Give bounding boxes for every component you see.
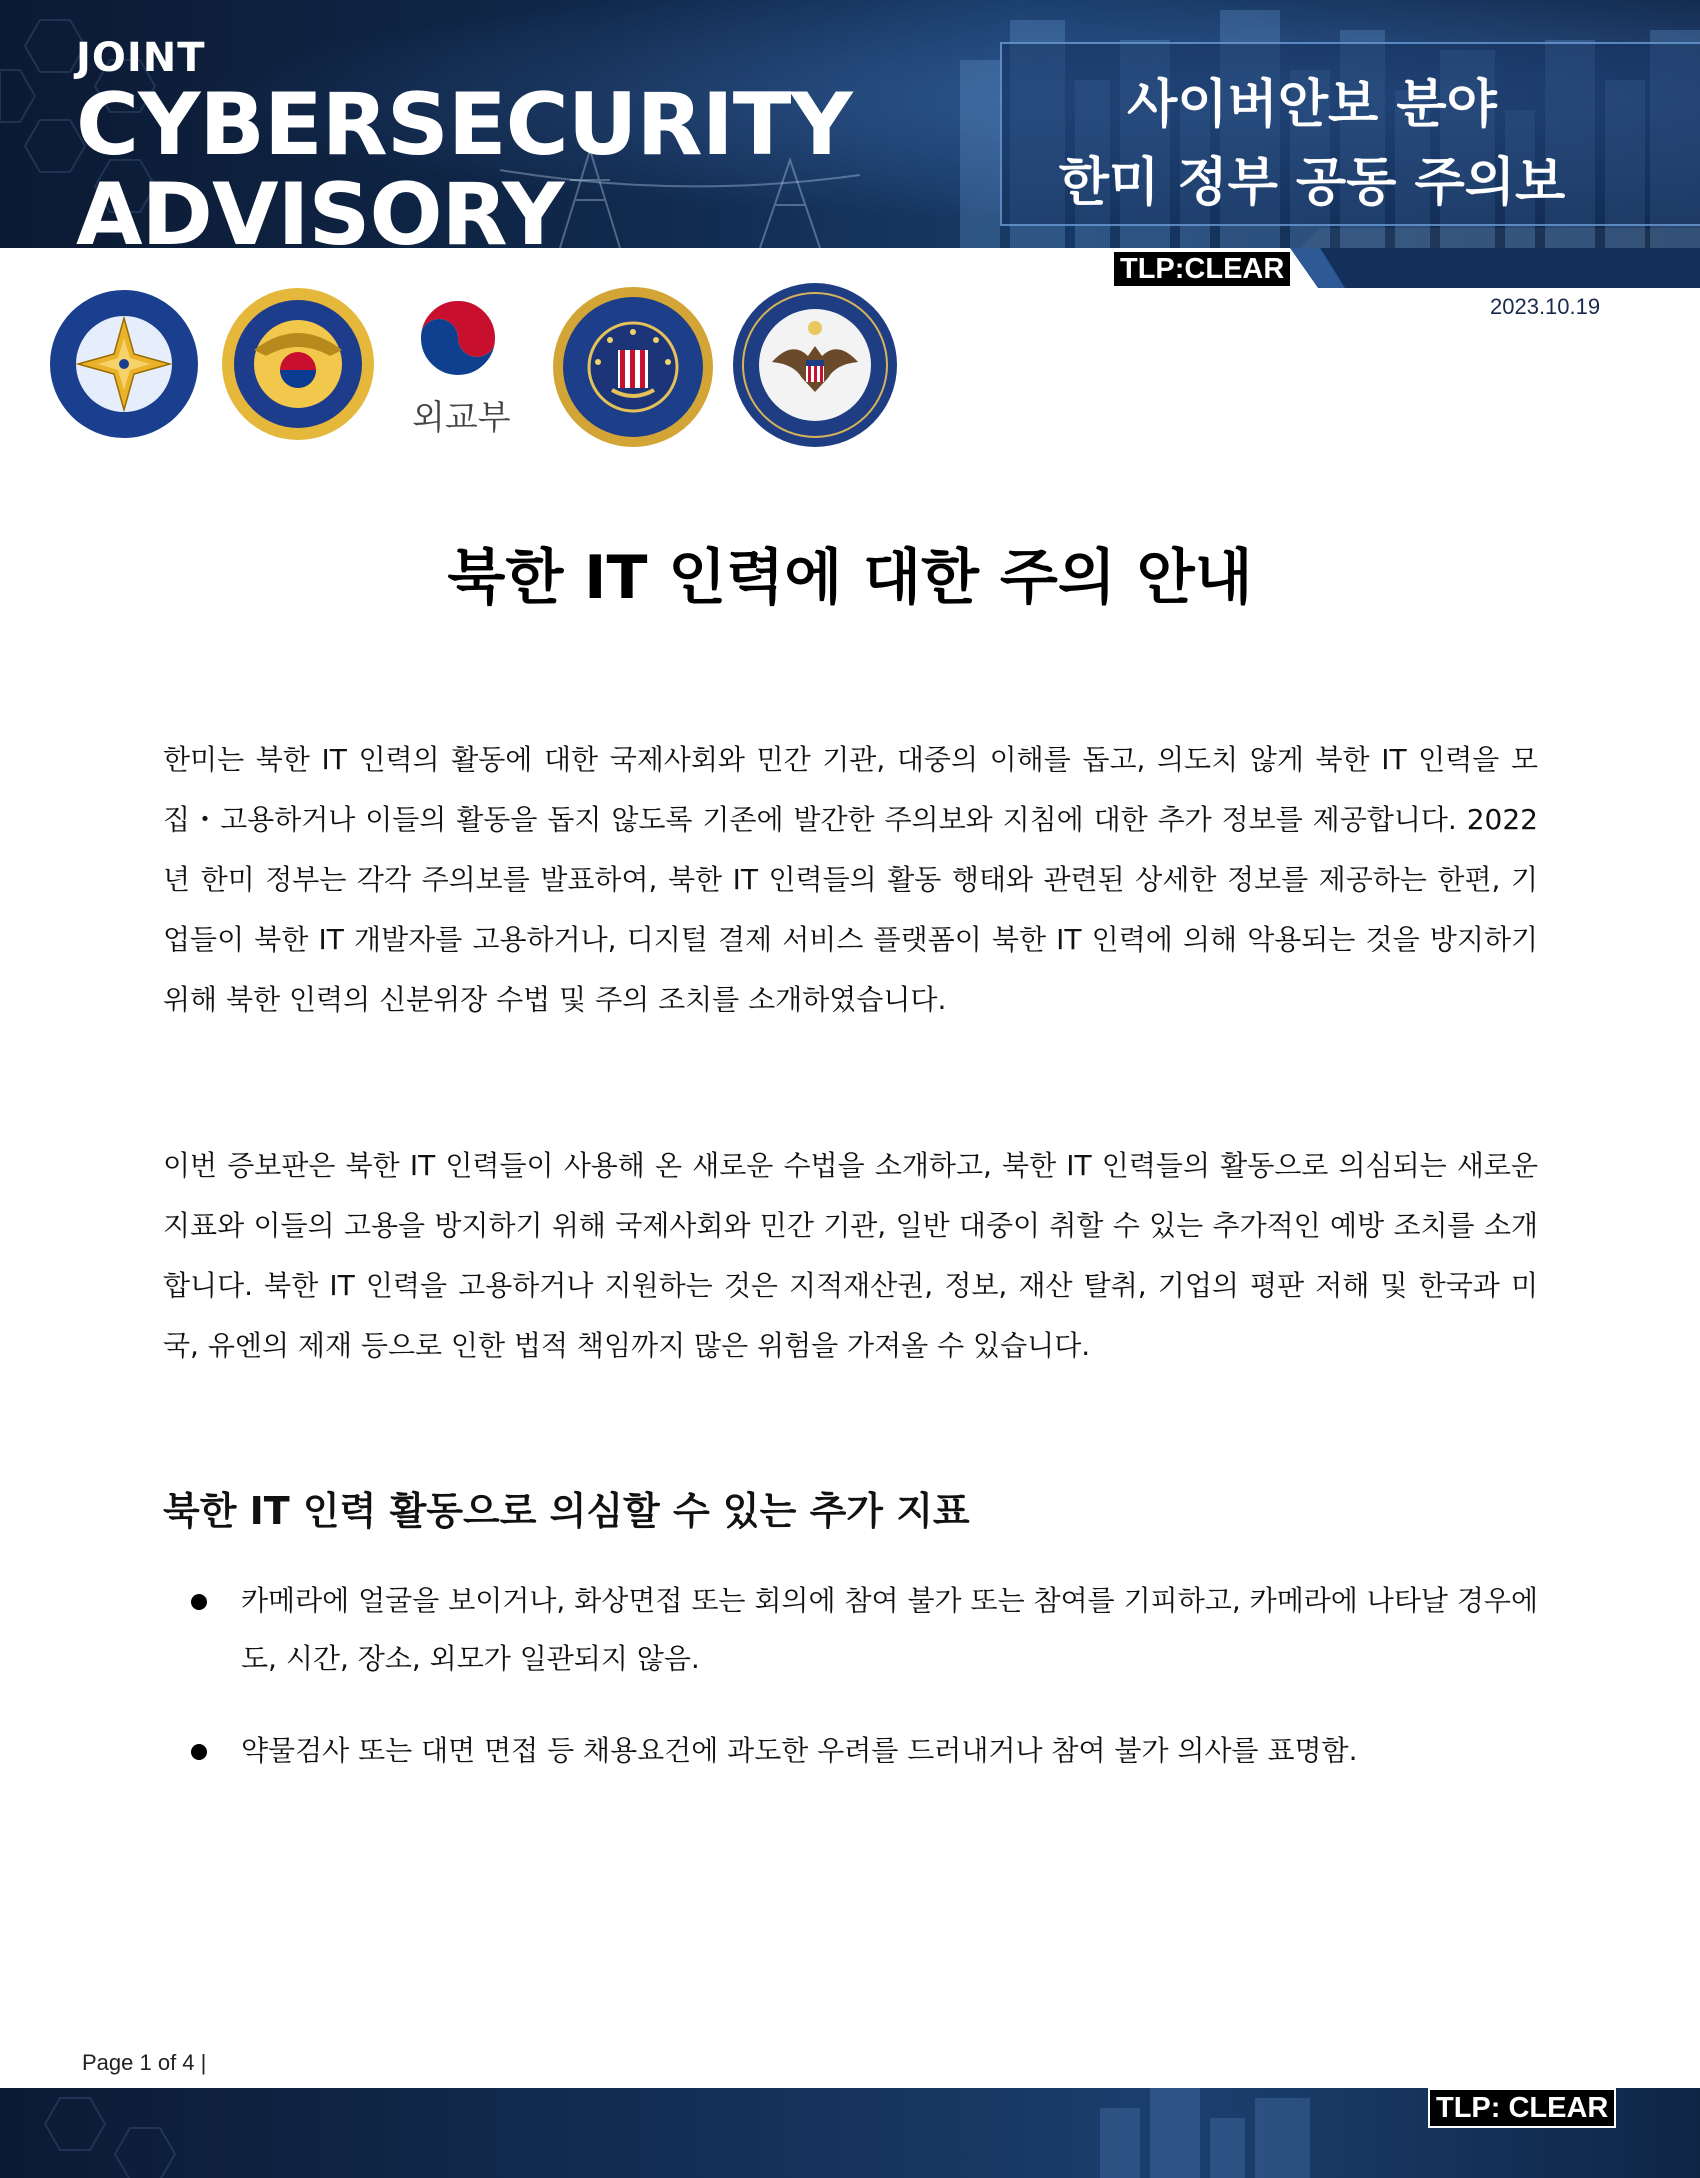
- advisory-text: ADVISORY: [76, 165, 564, 248]
- document-title: 북한 IT 인력에 대한 주의 안내: [447, 543, 1253, 613]
- mofa-taeguk-icon: [410, 290, 506, 386]
- bullet-icon: [191, 1594, 207, 1610]
- header-banner: [0, 0, 1700, 248]
- section-heading: 북한 IT 인력 활동으로 의심할 수 있는 추가 지표: [163, 1489, 970, 1533]
- list-item: [163, 1722, 1538, 1780]
- cybersecurity-text: CYBERSECURITY: [76, 75, 852, 175]
- joint-text: JOINT: [76, 35, 206, 81]
- list-item-text: 카메라에 얼굴을 보이거나, 화상면접 또는 회의에 참여 불가 또는 참여를 기피하고, 카메라에 나타날 경우에도, 시간, 장소, 외모가 일관되지 않음.: [241, 1584, 1538, 1675]
- korean-title-line1: 사이버안보 분야: [1127, 75, 1497, 135]
- korean-title-box: [1000, 42, 1700, 226]
- nis-seal-icon: [48, 288, 200, 440]
- list-item-text: 약물검사 또는 대면 면접 등 채용요건에 과도한 우려를 드러내거나 참여 불가 의사를 표명함.: [241, 1734, 1358, 1767]
- page-number: Page 1 of 4 |: [82, 2050, 207, 2075]
- korean-title-line2: 한미 정부 공동 주의보: [1058, 153, 1566, 213]
- advisory-wordmark: [76, 35, 852, 248]
- bullet-icon: [191, 1744, 207, 1760]
- tlp-label-top: TLP:CLEAR: [1114, 252, 1290, 286]
- indicator-list: [163, 1572, 1538, 1814]
- state-dept-seal-icon: [732, 282, 898, 448]
- list-item: [163, 1572, 1538, 1688]
- knpa-seal-icon: [220, 286, 376, 442]
- tlp-label-bottom: TLP: CLEAR: [1428, 2088, 1616, 2128]
- mofa-label: 외교부: [412, 398, 511, 438]
- publication-date: 2023.10.19: [1490, 294, 1601, 319]
- supplement-paragraph: 이번 증보판은 북한 IT 인력들이 사용해 온 새로운 수법을 소개하고, 북한 IT 인력들의 활동으로 의심되는 새로운 지표와 이들의 고용을 방지하기 위해 국제사회와 민간 기관, 일반 대중이 취할 수 있는 추가적인 예방 조치를 소개합니다. 북한 IT 인력을 고용하거나 지원하는 것은 지적재산권, 정보, 재산 탈취, 기업의 평판 저해 및 한국과 미국, 유엔의 제재 등으로 인한 법적 책임까지 많은 위험을 가져올 수 있습니다.: [163, 1149, 1538, 1362]
- intro-paragraph: 한미는 북한 IT 인력의 활동에 대한 국제사회와 민간 기관, 대중의 이해를 돕고, 의도치 않게 북한 IT 인력을 모집・고용하거나 이들의 활동을 돕지 않도록 기존에 발간한 주의보와 지침에 대한 추가 정보를 제공합니다. 2022 년 한미 정부는 각각 주의보를 발표하여, 북한 IT 인력들의 활동 행태와 관련된 상세한 정보를 제공하는 한편, 기업들이 북한 IT 개발자를 고용하거나, 디지털 결제 서비스 플랫폼이 북한 IT 인력에 의해 악용되는 것을 방지하기 위해 북한 인력의 신분위장 수법 및 주의 조치를 소개하였습니다.: [163, 743, 1538, 1016]
- fbi-seal-icon: [552, 286, 714, 448]
